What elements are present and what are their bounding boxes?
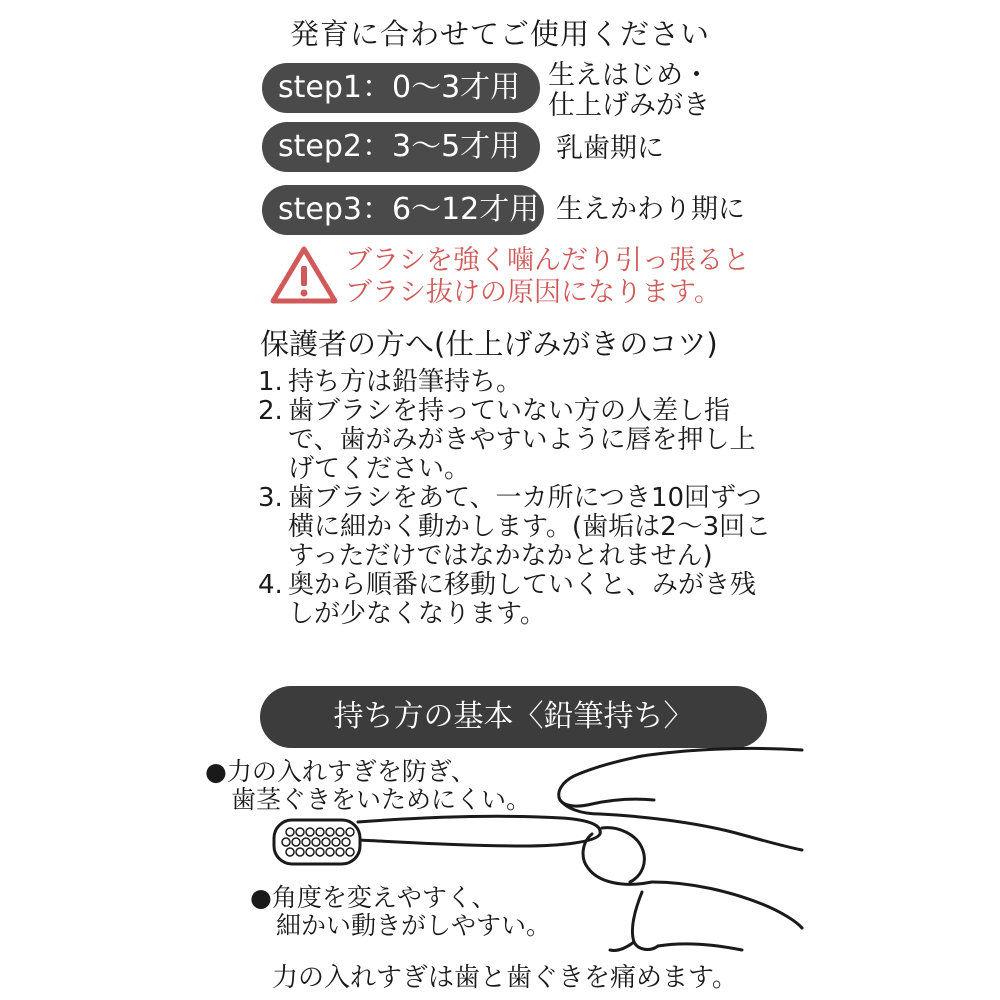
bottom-caution-note: 力の入れすぎは歯と歯ぐきを痛めます。 — [272, 963, 738, 993]
note-grip-2-line2: 細かい動きがしやすい。 — [276, 911, 552, 940]
warning-line2: ブラシ抜けの原因になります。 — [345, 277, 721, 308]
tip-item — [258, 397, 778, 484]
warning-triangle-icon — [268, 244, 340, 306]
step3-desc: 生えかわり期に — [556, 194, 745, 225]
step2-desc: 乳歯期に — [556, 133, 664, 164]
tip-number: 1. — [258, 367, 283, 397]
note-grip-1 — [205, 758, 531, 814]
note-grip-2-line1: ●角度を変えやすく、 — [250, 883, 497, 912]
step1-desc — [548, 61, 710, 121]
tip-number: 4. — [258, 570, 283, 600]
step3-badge: step3：6〜12才用 — [262, 185, 544, 235]
tip-item — [258, 571, 778, 629]
tip-text: 持ち方は鉛筆持ち。 — [288, 367, 523, 397]
tip-text: 奥から順番に移動していくと、みがき残しが少なくなります。 — [288, 570, 757, 629]
step2-badge: step2：3〜5才用 — [262, 122, 540, 172]
note-grip-1-line2: 歯茎ぐきをいためにくい。 — [231, 785, 532, 814]
tip-number: 2. — [258, 396, 283, 426]
page-heading: 発育に合わせてご使用ください — [289, 17, 710, 51]
step1-desc-line2: 仕上げみがき — [548, 90, 710, 121]
note-grip-2 — [250, 884, 551, 940]
tip-item — [258, 484, 778, 571]
note-grip-1-line1: ●力の入れすぎを防ぎ、 — [205, 757, 476, 786]
tips-list — [258, 368, 778, 629]
tip-text: 歯ブラシを持っていない方の人差し指で、歯がみがきやすいように唇を押し上げてください。 — [288, 396, 756, 484]
guardian-title: 保護者の方へ(仕上げみがきのコツ) — [260, 327, 718, 361]
warning-text — [345, 245, 750, 309]
warning-line1: ブラシを強く噛んだり引っ張ると — [345, 245, 750, 276]
step1-badge: step1：0〜3才用 — [262, 63, 540, 113]
tip-text: 歯ブラシをあて、一カ所につき10回ずつ横に細かく動かします。(歯垢は2〜3回こすっただけではなかなかとれません) — [288, 483, 772, 571]
tip-number: 3. — [258, 483, 283, 513]
step1-desc-line1: 生えはじめ・ — [548, 60, 710, 91]
holding-basics-banner: 持ち方の基本〈鉛筆持ち〉 — [260, 686, 767, 748]
tip-item — [258, 368, 778, 397]
